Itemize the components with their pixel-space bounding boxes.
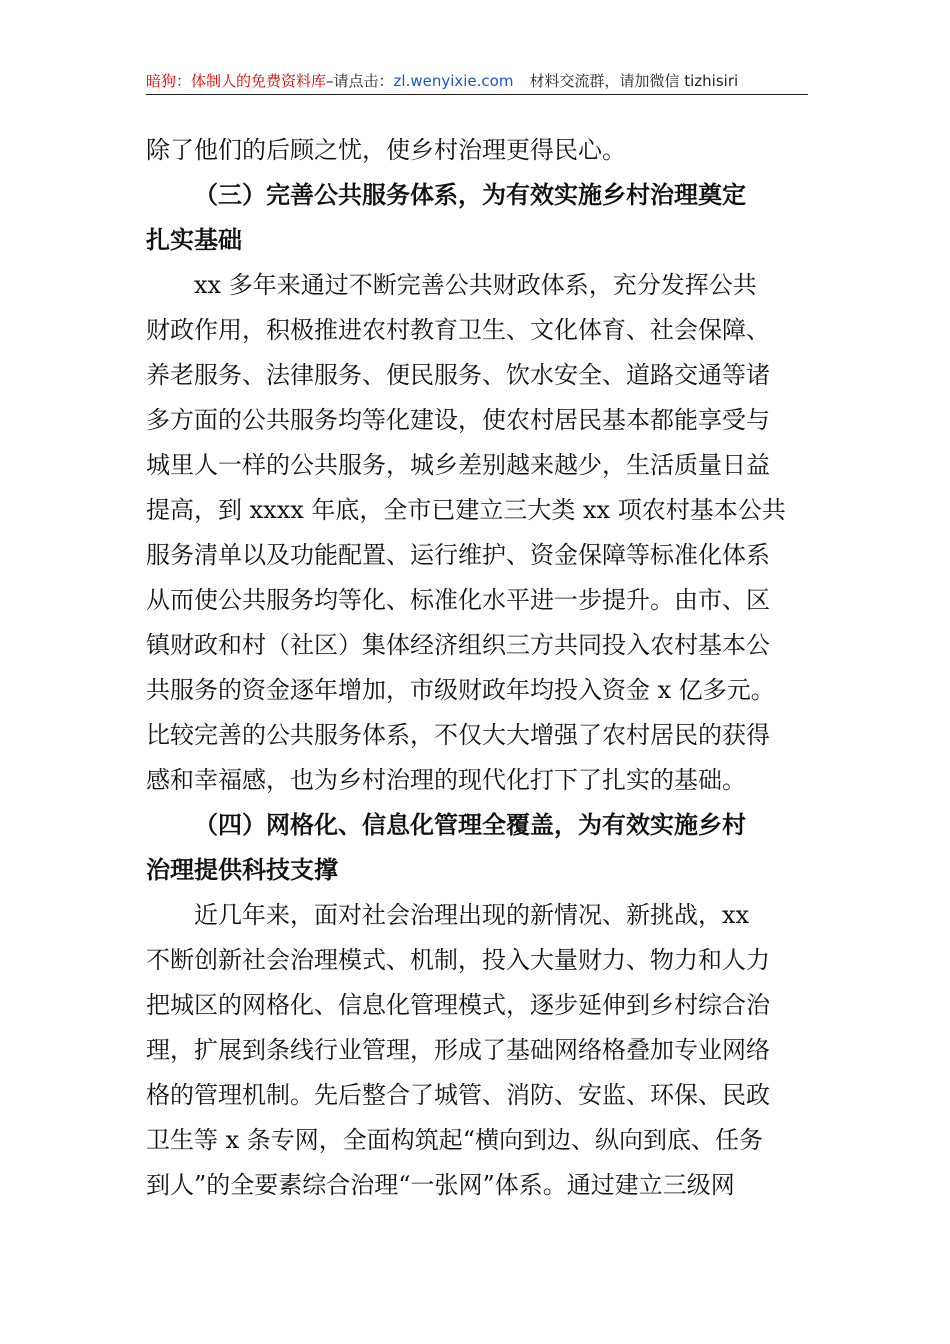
text-line: 近几年来，面对社会治理出现的新情况、新挑战，xx [194,901,750,929]
text-line: 格的管理机制。先后整合了城管、消防、安监、环保、民政 [146,1081,770,1109]
text-line: 理，扩展到条线行业管理，形成了基础网络格叠加专业网络 [146,1036,770,1064]
text-line: 把城区的网格化、信息化管理模式，逐步延伸到乡村综合治 [146,991,770,1019]
text-line: 多方面的公共服务均等化建设，使农村居民基本都能享受与 [146,406,770,434]
site-name: 暗狗：体制人的免费资料库 [146,72,327,90]
section-heading: （四）网格化、信息化管理全覆盖，为有效实施乡村 [194,810,746,839]
text-line: 共服务的资金逐年增加，市级财政年均投入资金 x 亿多元。 [146,676,775,704]
text-line: 服务清单以及功能配置、运行维护、资金保障等标准化体系 [146,541,770,569]
contact-info: 材料交流群，请加微信 tizhisiri [529,72,739,90]
text-line: 城里人一样的公共服务，城乡差别越来越少，生活质量日益 [146,451,770,479]
text-line: 财政作用，积极推进农村教育卫生、文化体育、社会保障、 [146,316,770,344]
link-prefix: –请点击： [326,72,394,90]
section-heading: 治理提供科技支撑 [146,855,338,884]
text-line: 除了他们的后顾之忧，使乡村治理更得民心。 [146,136,626,164]
section-heading: （三）完善公共服务体系，为有效实施乡村治理奠定 [194,180,746,209]
text-line: 养老服务、法律服务、便民服务、饮水安全、道路交通等诸 [146,361,770,389]
text-line: 到人”的全要素综合治理“一张网”体系。通过建立三级网 [146,1171,735,1199]
page-header [146,70,808,95]
section-heading: 扎实基础 [146,225,242,254]
text-line: xx 多年来通过不断完善公共财政体系，充分发挥公共 [194,271,757,299]
text-line: 感和幸福感，也为乡村治理的现代化打下了扎实的基础。 [146,766,746,794]
text-line: 比较完善的公共服务体系，不仅大大增强了农村居民的获得 [146,721,770,749]
text-line: 镇财政和村（社区）集体经济组织三方共同投入农村基本公 [146,631,770,659]
text-line: 不断创新社会治理模式、机制，投入大量财力、物力和人力 [146,946,770,974]
text-line: 提高，到 xxxx 年底，全市已建立三大类 xx 项农村基本公共 [146,496,786,524]
site-link[interactable]: zl.wenyixie.com [393,72,514,90]
text-line: 卫生等 x 条专网，全面构筑起“横向到边、纵向到底、任务 [146,1126,764,1154]
text-line: 从而使公共服务均等化、标准化水平进一步提升。由市、区 [146,586,770,614]
